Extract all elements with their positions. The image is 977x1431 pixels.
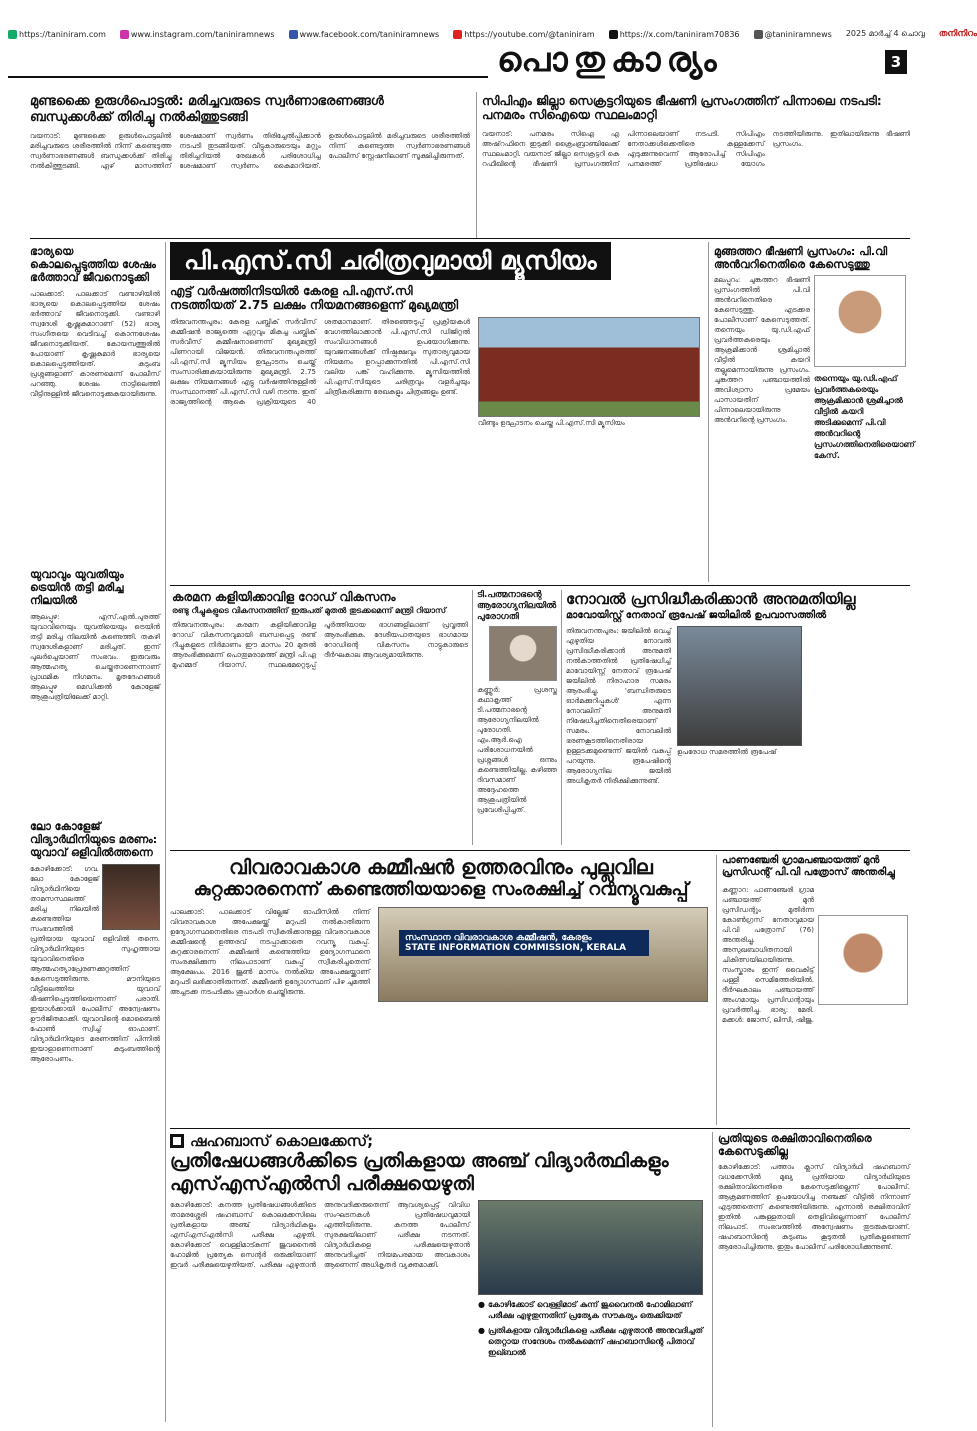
website-link[interactable]: https://taniniram.com — [8, 28, 106, 40]
row-rule — [30, 238, 910, 239]
article-body: ആലപ്പുഴ: എസ്.എൽ.പുരത്ത് യുവാവിനെയും യുവതിയെയും ട്രെയിൻ തട്ടി മരിച്ച നിലയിൽ കണ്ടെത്തി. തകഴി സ്വദേശികളാണ് മരിച്ചത്. ഇന്ന് പുലർച്ചെയാണ് സംഭവം. ഇരുവരും ആത്മഹത്യ ചെയ്തതാണെന്നാണ് പ്രാഥമിക നിഗമനം. മൃതദേഹങ്ങൾ ആലപ്പുഴ മെഡിക്കൽ കോളേജ് ആശുപത്രിയിലേക്ക് മാറ്റി. — [30, 612, 160, 701]
subheadline: രണ്ടു റീച്ചുകളുടെ വികസനത്തിന് ഇരുപത് മുതൽ തുടക്കമെന്ന് മന്ത്രി റിയാസ് — [172, 606, 446, 616]
x-icon — [609, 30, 618, 39]
kicker: ഷഹബാസ് കൊലക്കേസ്; — [190, 1132, 374, 1150]
bullet-icon: ● — [478, 1325, 485, 1335]
threads-link[interactable]: @taniniramnews — [754, 28, 832, 40]
article-panamaram-ci — [482, 94, 910, 234]
instagram-link[interactable]: www.instagram.com/taniniramnews — [120, 28, 275, 40]
headline: നോവൽ പ്രസിദ്ധീകരിക്കാൻ അനുമതിയില്ല — [566, 590, 856, 608]
article-body: വയനാട്: പനമരം സിഐ എ അഷ്‌റഫിനെ ഇടുക്കി ക്രൈംബ്രാഞ്ചിലേക്ക് സ്ഥലംമാറ്റി. വയനാട് ജില്ലാ സെക്രട്ടറി കെ റഫീഖിന്റെ ഭീഷണി പ്രസംഗത്തിന് പിന്നാലെയാണ് നടപടി. സിപിഎം നേതാക്കൾക്കെതിരെ കള്ളക്കേസ് എടുക്കുന്നുവെന്ന് ആരോപിച്ച് സിപിഎം പനമരത്ത് പ്രതിഷേധ യോഗം നടത്തിയിരുന്നു. ഇതിലായിരുന്നു ഭീഷണി പ്രസംഗം. — [482, 129, 910, 168]
photo-caption: വീണ്ടും ഉദ്ഘാടനം ചെയ്ത പി.എസ്.സി മ്യൂസിയം — [478, 418, 625, 427]
page-number: 3 — [885, 50, 907, 74]
banner-headline: പി.എസ്.സി ചരിത്രവുമായി മ്യൂസിയം — [170, 242, 611, 280]
facebook-icon — [289, 30, 298, 39]
masthead-links — [8, 28, 977, 40]
article-mundakkai — [30, 94, 470, 234]
banner-headline-1: വിവരാവകാശ കമ്മീഷൻ ഉത്തരവിനും പുല്ലുവില — [229, 855, 653, 879]
article-road-development — [172, 590, 468, 845]
masthead-rule — [8, 40, 488, 78]
headline: യുവാവും യുവതിയും ട്രെയിൻ തട്ടി മരിച്ച നിലയിൽ — [30, 568, 124, 608]
article-body: മലപ്പുറം: ചുങ്കത്തറ ഭീഷണി പ്രസംഗത്തിൽ പി.വി അൻവറിനെതിരെ കേസെടുത്തു. എടക്കര പോലീസാണ് കേസെടുത്തത്. തന്നെയും യു.ഡി.എഫ് പ്രവർത്തകരെയും ആക്രമിക്കാൻ ശ്രമിച്ചാൽ വീട്ടിൽ കയറി തല്ലുമെന്നായിരുന്നു പ്രസംഗം. ചുങ്കത്തറ പഞ്ചായത്തിൽ അവിശ്വാസ പ്രമേയം പാസായതിന് പിന്നാലെയായിരുന്നു അൻവറിന്റെ പ്രസംഗം. — [714, 276, 810, 425]
article-rti-commission — [170, 855, 712, 1125]
photo-caption: ഉപരോധ സമരത്തിൽ രൂപേഷ് — [677, 748, 777, 756]
facebook-link[interactable]: www.facebook.com/taniniramnews — [289, 28, 440, 40]
column-rule — [472, 590, 473, 845]
section-title: പൊതുകാര്യം — [497, 40, 723, 80]
row-rule — [170, 1128, 910, 1129]
column-rule — [708, 242, 709, 582]
article-body-continued — [808, 626, 908, 786]
youtube-link[interactable]: https://youtube.com/@taniniram — [453, 28, 595, 40]
headline: സിപിഎം ജില്ലാ സെക്രട്ടറിയുടെ ഭീഷണി പ്രസംഗത്തിന് പിന്നാലെ നടപടി: പനമരം സിഐയെ സ്ഥലംമാറ്റി — [482, 94, 882, 123]
rti-office-photo — [378, 907, 708, 1002]
headline: മുണ്ടക്കൈ ഉരുൾപൊട്ടൽ: മരിച്ചവരുടെ സ്വർണാഭരണങ്ങൾ ബന്ധുക്കൾക്ക് തിരിച്ചു നൽകിത്തുടങ്ങി — [30, 94, 384, 125]
column-rule — [476, 92, 477, 238]
rupesh-photo — [677, 626, 802, 746]
article-body: തിരുവനന്തപുരം: കേരള പബ്ലിക് സർവീസ് കമ്മീഷൻ രാജ്യത്തെ ഏറ്റവും മികച്ച പബ്ലിക് സർവീസ് കമ്മീഷനാണെന്ന് മുഖ്യമന്ത്രി പിണറായി വിജയൻ. തിരുവനന്തപുരത്ത് പി.എസ്.സി മ്യൂസിയം ഉദ്ഘാടനം ചെയ്ത് സംസാരിക്കുകയായിരുന്നു മുഖ്യമന്ത്രി. 2.75 ലക്ഷം നിയമനങ്ങൾ എട്ടു വർഷത്തിനുള്ളിൽ സംസ്ഥാനത്ത് പി.എസ്.സി വഴി നടന്നു. ഇത് രാജ്യത്തിന്റെ ആകെ പ്രക്രിയയുടെ 40 ശതമാനമാണ്. തിരഞ്ഞെടുപ്പ് പ്രക്രിയകൾ വേഗത്തിലാക്കാൻ പി.എസ്.സി ഡിജിറ്റൽ സംവിധാനങ്ങൾ ഉപയോഗിക്കുന്നു. യുവജനങ്ങൾക്ക് നിഷ്പക്ഷവും സുതാര്യവുമായ നിയമനം ഉറപ്പാക്കുന്നതിൽ പി.എസ്.സി വലിയ പങ്ക് വഹിക്കുന്നു. മ്യൂസിയത്തിൽ പി.എസ്.സിയുടെ ചരിത്രവും വളർച്ചയും ചിത്രീകരിക്കുന്ന രേഖകളും ചിത്രങ്ങളും ഉണ്ട്. — [170, 317, 470, 406]
globe-icon — [8, 30, 17, 39]
headline: കരമന കളിയിക്കാവിള റോഡ് വികസനം — [172, 590, 396, 604]
article-body: കോഴിക്കോട്: ഗവ. ലോ കോളേജ് വിദ്യാർഥിനിയെ താമസസ്ഥലത്ത് മരിച്ച നിലയിൽ കണ്ടെത്തിയ സംഭവത്തിൽ പ്രതിയായ യുവാവ് ഒളിവിൽ തന്നെ. വിദ്യാർഥിനിയുടെ സുഹൃത്തായ യുവാവിനെതിരെ ആത്മഹത്യാപ്രേരണക്കുറ്റത്തിന് കേസെടുത്തിരുന്നു. മൗനിയുടെ വീട്ടിലെത്തിയ യുവാവ് ഭീഷണിപ്പെടുത്തിയെന്നാണ് പരാതി. ഇയാൾക്കായി പോലീസ് അന്വേഷണം ഊർജിതമാക്കി. യുവാവിന്റെ മൊബൈൽ ഫോൺ സ്വിച്ച് ഓഫാണ്. വിദ്യാർഥിനിയുടെ മരണത്തിന് പിന്നിൽ ഇയാളാണെന്നാണ് കുടുംബത്തിന്റെ ആരോപണം. — [30, 864, 160, 1063]
article-padmanabhan — [477, 590, 557, 845]
headline-2: എസ്എസ്എൽസി പരീക്ഷയെഴുതി — [170, 1172, 474, 1195]
article-shahabas-exam — [170, 1132, 708, 1427]
article-palakkad-murder — [30, 245, 160, 563]
article-body: കണ്ണൂർ: പ്രശസ്ത കഥാകൃത്ത് ടി.പത്മനാഭന്റെ ആരോഗ്യനിലയിൽ പുരോഗതി. എം.ആർ.ഐ പരിശോധനയിൽ പ്രശ്നങ്ങൾ ഒന്നും കണ്ടെത്തിയില്ല. കഴിഞ്ഞ ദിവസമാണ് അദ്ദേഹത്തെ ആശുപത്രിയിൽ പ്രവേശിപ്പിച്ചത്. — [477, 686, 557, 815]
youtube-icon — [453, 30, 462, 39]
pull-quote: തന്നെയും യു.ഡി.എഫ് പ്രവർത്തകരെയും ആക്രമിക്കാൻ ശ്രമിച്ചാൽ വീട്ടിൽ കയറി അടിക്കുമെന്ന് പി.വി അൻവറിന്റെ പ്രസംഗത്തിനെതിരെയാണ് കേസ്. — [814, 374, 915, 461]
headline-1: പ്രതിഷേധങ്ങൾക്കിടെ പ്രതികളായ അഞ്ച് വിദ്യാർത്ഥികളും — [170, 1150, 669, 1172]
column-rule — [561, 590, 562, 845]
row-rule — [170, 850, 910, 851]
bullet-icon: ● — [478, 1299, 485, 1309]
column-rule — [716, 855, 717, 1125]
office-signboard — [399, 930, 649, 956]
article-obituary-pathros — [722, 855, 910, 1125]
subheadline-2: നടത്തിയത് 2.75 ലക്ഷം നിയമനങ്ങളെന്ന് മുഖ്യമന്ത്രി — [170, 298, 459, 313]
headline: ഭാര്യയെ കൊലപ്പെടുത്തിയ ശേഷം ഭർത്താവ് ജീവനൊടുക്കി — [30, 245, 156, 285]
signboard-malayalam: സംസ്ഥാന വിവരാവകാശ കമ്മീഷൻ, കേരളം — [405, 932, 592, 943]
article-anvar-case — [714, 245, 915, 580]
square-bullet-icon — [170, 1134, 184, 1148]
instagram-icon — [120, 30, 129, 39]
column-rule — [165, 242, 166, 1422]
museum-photo — [478, 317, 700, 417]
article-no-case-parent — [718, 1132, 910, 1427]
article-psc-museum — [170, 242, 702, 582]
caption-text: കോഴിക്കോട് വെള്ളിമാട് കുന്ന് ജുവൈനൽ ഹോമിലാണ് പരീക്ഷ എഴുതുന്നതിന് പ്രത്യേക സൗകര്യം ഒരുക്കിയത് — [487, 1299, 693, 1320]
row-rule — [170, 585, 910, 586]
headline: മുങ്ങത്തറ ഭീഷണി പ്രസംഗം: പി.വി അൻവറിനെതിരെ കേസെടുത്തു — [714, 245, 888, 272]
threads-icon — [754, 30, 763, 39]
caption-bullet-2 — [478, 1325, 703, 1358]
anvar-photo — [814, 275, 906, 367]
kicker-row — [170, 1132, 708, 1150]
caption-bullet-1 — [478, 1299, 703, 1321]
date-line: 2025 മാർച്ച് 4 ചൊവ്വ — [845, 29, 925, 38]
headline: ടി.പത്മനാഭന്റെ ആരോഗ്യനിലയിൽ പുരോഗതി — [477, 590, 557, 622]
article-novel-permission — [566, 590, 910, 845]
subheadline-1: എട്ട് വർഷത്തിനിടയിൽ കേരള പി.എസ്.സി — [170, 284, 413, 298]
banner-headline-2: കുറ്റക്കാരനെന്ന് കണ്ടെത്തിയയാളെ സംരക്ഷിച്ച് റവന്യൂവകുപ്പ് — [193, 879, 689, 900]
exam-protest-photo — [478, 1200, 703, 1295]
article-body: വയനാട്: മുണ്ടക്കൈ ഉരുൾപൊട്ടലിൽ മരിച്ചവരുടെ ശരീരത്തിൽ നിന്ന് കണ്ടെടുത്ത സ്വർണാഭരണങ്ങൾ ബന്ധുക്കൾക്ക് തിരിച്ചു നൽകിത്തുടങ്ങി. ഏഴ് മാസത്തിന് ശേഷമാണ് സ്വർണം തിരിച്ചേൽപ്പിക്കാൻ നടപടി തുടങ്ങിയത്. വീട്ടുകാരുടെയും മറ്റും തിരിച്ചറിയൽ രേഖകൾ പരിശോധിച്ച ശേഷമാണ് സ്വർണം കൈമാറിയത്. ഉരുൾപൊട്ടലിൽ മരിച്ചവരുടെ ശരീരത്തിൽ നിന്ന് കണ്ടെടുത്ത സ്വർണാഭരണങ്ങൾ പോലീസ് സ്റ്റേഷനിലാണ് സൂക്ഷിച്ചിരുന്നത്. — [30, 132, 470, 171]
article-body: പാലക്കാട്: പാലക്കാട് വണ്ടാഴിയിൽ ഭാര്യയെ കൊലപ്പെടുത്തിയ ശേഷം ഭർത്താവ് ജീവനൊടുക്കി. വണ്ടാഴി സ്വദേശി കൃഷ്ണകുമാറാണ് (52) ഭാര്യ സംഗീതയെ വെടിവച്ച് കൊന്നശേഷം ജീവനൊടുക്കിയത്. കോയമ്പത്തൂരിൽ പോയാണ് കൃഷ്ണകുമാർ ഭാര്യയെ കൊലപ്പെടുത്തിയത്. കുടുംബ പ്രശ്നങ്ങളാണ് കാരണമെന്ന് പോലീസ് പറഞ്ഞു. ശേഷം നാട്ടിലെത്തി വീട്ടിനുള്ളിൽ ജീവനൊടുക്കുകയായിരുന്നു. — [30, 289, 160, 398]
x-link[interactable]: https://x.com/taniniram70836 — [609, 28, 740, 40]
padmanabhan-photo — [489, 626, 557, 681]
brand-name: തനിനിറം — [938, 29, 977, 39]
headline: പാണഞ്ചേരി ഗ്രാമപഞ്ചായത്ത് മുൻ പ്രസിഡന്റ് പി.വി പത്രോസ് അന്തരിച്ചു — [722, 855, 895, 878]
article-body: തിരുവനന്തപുരം: ജയിലിൽ വെച്ച് എഴുതിയ നോവൽ പ്രസിദ്ധീകരിക്കാൻ അനുമതി നൽകാത്തതിൽ പ്രതിഷേധിച്ച് മാവോയിസ്റ്റ് നേതാവ് രൂപേഷ് ജയിലിൽ നിരാഹാര സമരം ആരംഭിച്ചു. 'ബന്ധിതരുടെ ഓർമക്കുറിപ്പുകൾ' എന്ന നോവലിന് അനുമതി നിഷേധിച്ചതിനെതിരെയാണ് സമരം. നോവലിൽ ഭരണകൂടത്തിനെതിരായ ഉള്ളടക്കമുണ്ടെന്ന് ജയിൽ വകുപ്പ് പറയുന്നു. രൂപേഷിന്റെ ആരോഗ്യനില ജയിൽ അധികൃതർ നിരീക്ഷിക്കുന്നുണ്ട്. — [566, 627, 671, 785]
headline: ലോ കോളേജ് വിദ്യാർഥിനിയുടെ മരണം: യുവാവ് ഒളിവിൽത്തന്നെ — [30, 820, 158, 860]
headline: പ്രതിയുടെ രക്ഷിതാവിനെതിരെ കേസെടുക്കില്ല — [718, 1132, 872, 1159]
caption-text: പ്രതികളായ വിദ്യാർഥികളെ പരീക്ഷ എഴുതാൻ അനുവദിച്ചത് തെറ്റായ സന്ദേശം നൽകുമെന്ന് ഷഹബാസിന്റെ പിതാവ് ഇഖ്ബാൽ — [487, 1325, 703, 1357]
subheadline: മാവോയിസ്റ്റ് നേതാവ് രൂപേഷ് ജയിലിൽ ഉപവാസത്തിൽ — [566, 610, 827, 621]
pathros-photo — [818, 915, 908, 1005]
column-rule — [712, 1132, 713, 1427]
article-body: തിരുവനന്തപുരം: കരമന കളിയിക്കാവിള റോഡ് വികസനവുമായി ബന്ധപ്പെട്ട രണ്ട് റീച്ചുകളുടെ നിർമാണം ഈ മാസം 20 മുതൽ ആരംഭിക്കുമെന്ന് പൊതുമരാമത്ത് മന്ത്രി പി.എ മുഹമ്മദ് റിയാസ്. സ്ഥലമേറ്റെടുപ്പ് പൂർത്തിയായ ഭാഗങ്ങളിലാണ് പ്രവൃത്തി ആരംഭിക്കുക. ദേശീയപാതയുടെ ഭാഗമായ റോഡിന്റെ വികസനം നാട്ടുകാരുടെ ദീർഘകാല ആവശ്യമായിരുന്നു. — [172, 620, 468, 669]
article-body: കണ്ണാറ: പാണഞ്ചേരി ഗ്രാമ പഞ്ചായത്ത് മുൻ പ്രസിഡന്റും മുതിർന്ന കോൺഗ്രസ് നേതാവുമായ പി.വി പത്രോസ് (76) അന്തരിച്ചു. അസുഖബാധിതനായി ചികിത്സയിലായിരുന്നു. സംസ്കാരം ഇന്ന് വൈകിട്ട് പള്ളി സെമിത്തേരിയിൽ. ദീർഘകാലം പഞ്ചായത്ത് അംഗമായും പ്രസിഡന്റായും പ്രവർത്തിച്ചു. ഭാര്യ: മേരി. മക്കൾ: ജോസ്, ലിസി, ഷിജു. — [722, 886, 814, 1024]
article-law-college — [30, 820, 160, 1420]
student-photo — [102, 864, 160, 930]
article-body: പാലക്കാട്: പാലക്കാട് വില്ലേജ് ഓഫീസിൽ നിന്ന് വിവരാവകാശ അപേക്ഷയ്ക്ക് മറുപടി നൽകാതിരുന്ന ഉദ്യോഗസ്ഥനെതിരെ നടപടി സ്വീകരിക്കാനുള്ള വിവരാവകാശ കമ്മീഷന്റെ ഉത്തരവ് നടപ്പാക്കാതെ റവന്യൂ വകുപ്പ്. കുറ്റക്കാരനെന്ന് കമ്മീഷൻ കണ്ടെത്തിയ ഉദ്യോഗസ്ഥനെ സംരക്ഷിക്കുന്ന നിലപാടാണ് വകുപ്പ് സ്വീകരിച്ചതെന്ന് ആക്ഷേപം. 2016 ജൂൺ മാസം നൽകിയ അപേക്ഷയ്ക്കാണ് മറുപടി ലഭിക്കാതിരുന്നത്. കമ്മീഷൻ ഉദ്യോഗസ്ഥന് പിഴ ചുമത്തി അച്ചടക്ക നടപടിക്കും ശുപാർശ ചെയ്തിരുന്നു. — [170, 907, 370, 996]
article-body: കോഴിക്കോട്: പത്താം ക്ലാസ് വിദ്യാർഥി ഷഹബാസ് വധക്കേസിൽ മുഖ്യ പ്രതിയായ വിദ്യാർഥിയുടെ രക്ഷിതാവിനെതിരെ കേസെടുക്കില്ലെന്ന് പോലീസ്. ആക്രമണത്തിന് ഉപയോഗിച്ച നഞ്ചക്ക് വീട്ടിൽ നിന്നാണ് എടുത്തതെന്ന് കണ്ടെത്തിയിരുന്നു. എന്നാൽ രക്ഷിതാവിന് ഇതിൽ പങ്കുള്ളതായി തെളിവില്ലെന്നാണ് പോലീസ് നിലപാട്. സംഭവത്തിൽ അന്വേഷണം തുടരുകയാണ്. ഷഹബാസിന്റെ കുടുംബം കൂടുതൽ പ്രതികളുണ്ടെന്ന് ആരോപിച്ചിരുന്നു. ഇതും പോലീസ് പരിശോധിക്കുന്നുണ്ട്. — [718, 1163, 910, 1252]
article-body: കോഴിക്കോട്: കനത്ത പ്രതിഷേധങ്ങൾക്കിടെ താമരശ്ശേരി ഷഹബാസ് കൊലക്കേസിലെ പ്രതികളായ അഞ്ച് വിദ്യാർഥികളും എസ്എസ്എൽസി പരീക്ഷ എഴുതി. കോഴിക്കോട് വെള്ളിമാട്കുന്ന് ജുവനൈൽ ഹോമിൽ പ്രത്യേക സെന്റർ ഒരുക്കിയാണ് ഇവർ പരീക്ഷയെഴുതിയത്. പരീക്ഷ എഴുതാൻ അനുവദിക്കരുതെന്ന് ആവശ്യപ്പെട്ട് വിവിധ സംഘടനകൾ പ്രതിഷേധവുമായി എത്തിയിരുന്നു. കനത്ത പോലീസ് സുരക്ഷയിലാണ് പരീക്ഷ നടന്നത്. വിദ്യാർഥികളെ പരീക്ഷയെഴുതാൻ അനുവദിച്ചത് നിയമപരമായ അവകാശം ആണെന്ന് അധികൃതർ വ്യക്തമാക്കി. — [170, 1200, 470, 1269]
signboard-english: STATE INFORMATION COMMISSION, KERALA — [405, 942, 627, 953]
article-train-death — [30, 568, 160, 813]
